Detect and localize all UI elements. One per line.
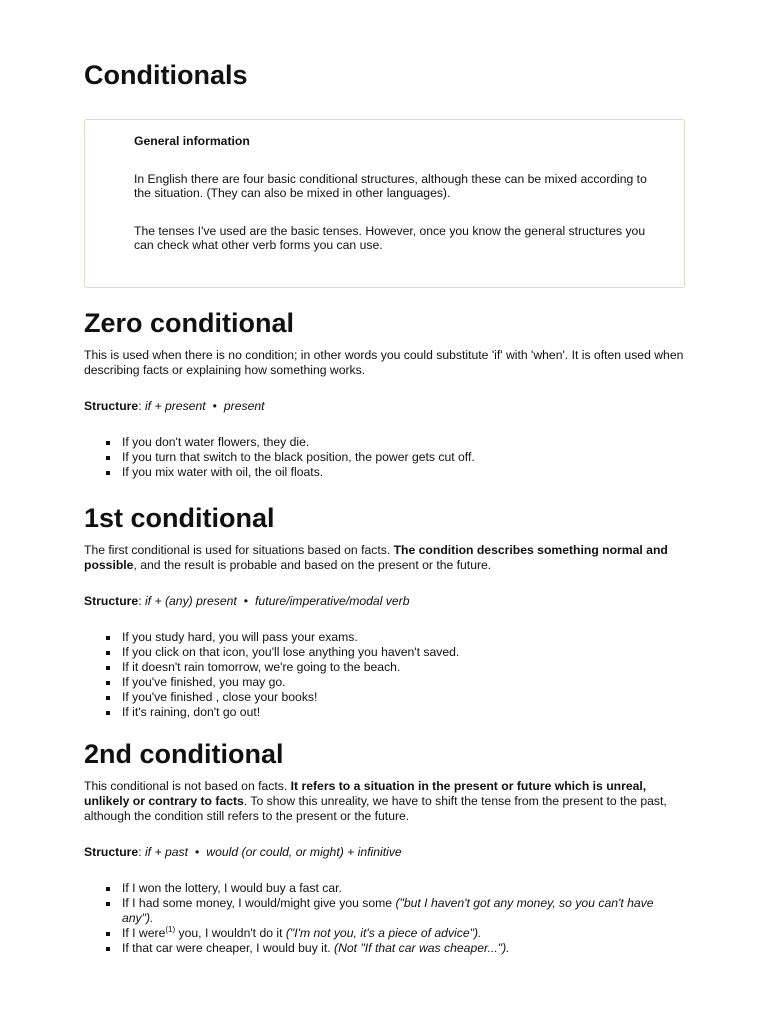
example-text: If that car were cheaper, I would buy it.	[122, 941, 335, 955]
list-item: If I won the lottery, I would buy a fast car.	[122, 881, 688, 896]
structure-line: Structure: if + past • would (or could, or might) + infinitive	[84, 845, 402, 859]
example-text: If I were	[122, 926, 166, 940]
section-heading: Zero conditional	[84, 308, 295, 338]
list-item: If you don't water flowers, they die.	[122, 435, 688, 450]
section-zero-conditional	[84, 307, 688, 480]
general-info-box	[84, 119, 685, 288]
list-item: If you turn that switch to the black position, the power gets cut off.	[122, 450, 688, 465]
list-item: If you study hard, you will pass your exams.	[122, 630, 688, 645]
section-heading: 2nd conditional	[84, 739, 284, 769]
general-info-content	[134, 134, 654, 253]
list-item: If you've finished, you may go.	[122, 675, 688, 690]
description-text: . To show this unreality, we have to shift the tense from the present to the past, although the condition still refers to the present or the future.	[84, 794, 667, 823]
structure-line: Structure: if + present • present	[84, 399, 265, 413]
structure-condition: if + present	[144, 399, 206, 413]
example-text: you, I wouldn't do it	[175, 926, 286, 940]
list-item: If you click on that icon, you'll lose anything you haven't saved.	[122, 645, 688, 660]
list-item: If you've finished , close your books!	[122, 690, 688, 705]
structure-line: Structure: if + (any) present • future/imperative/modal verb	[84, 594, 410, 608]
structure-result: would (or could, or might) + infinitive	[206, 845, 402, 859]
bullet-separator: •	[212, 399, 217, 413]
section-description	[84, 543, 688, 573]
structure-condition: if + (any) present	[144, 594, 237, 608]
section-description: This is used when there is no condition; in other words you could substitute 'if' with 'when'. It is often used when describing facts or explaining how something works.	[84, 348, 684, 377]
examples-list	[84, 630, 688, 720]
example-note: ("but I haven't got any money, so you can't have any").	[122, 896, 654, 925]
list-item	[122, 896, 688, 926]
section-first-conditional	[84, 502, 688, 720]
examples-list	[84, 881, 688, 956]
bullet-separator: •	[195, 845, 200, 859]
structure-condition: if + past	[144, 845, 188, 859]
description-emphasis: It refers to a situation in the present or future which is unreal, unlikely or contrary to facts	[84, 779, 647, 808]
structure-label: Structure	[84, 845, 139, 859]
structure-label: Structure	[84, 399, 139, 413]
description-emphasis: The condition describes something normal and possible	[84, 543, 668, 572]
list-item: If it doesn't rain tomorrow, we're going to the beach.	[122, 660, 688, 675]
bullet-separator: •	[243, 594, 249, 608]
description-text: The first conditional is used for situations based on facts.	[84, 543, 394, 557]
section-description	[84, 779, 688, 824]
page-title: Conditionals	[84, 60, 248, 90]
structure-label: Structure	[84, 594, 139, 608]
structure-result: present	[223, 399, 265, 413]
section-second-conditional	[84, 738, 688, 956]
list-item: If you mix water with oil, the oil floats.	[122, 465, 688, 480]
examples-list	[84, 435, 688, 480]
footnote-reference: (1)	[165, 924, 176, 934]
list-item	[122, 941, 688, 956]
example-note: ("I'm not you, it's a piece of advice").	[285, 926, 482, 940]
example-note: (Not "If that car was cheaper...").	[334, 941, 510, 955]
general-info-paragraph-1: In English there are four basic conditional structures, although these can be mixed according to the situation. (They can also be mixed in other languages).	[134, 171, 647, 200]
general-info-paragraph-2: The tenses I've used are the basic tenses. However, once you know the general structures you can check what other verb forms you can use.	[134, 223, 646, 252]
example-text: If I had some money, I would/might give you some	[122, 896, 396, 910]
list-item	[122, 926, 688, 941]
general-info-heading: General information	[134, 134, 250, 148]
section-heading: 1st conditional	[84, 503, 275, 533]
description-text: , and the result is probable and based on the present or the future.	[133, 558, 492, 572]
structure-result: future/imperative/modal verb	[255, 594, 410, 608]
description-text: This conditional is not based on facts.	[84, 779, 291, 793]
list-item: If it's raining, don't go out!	[122, 705, 688, 720]
